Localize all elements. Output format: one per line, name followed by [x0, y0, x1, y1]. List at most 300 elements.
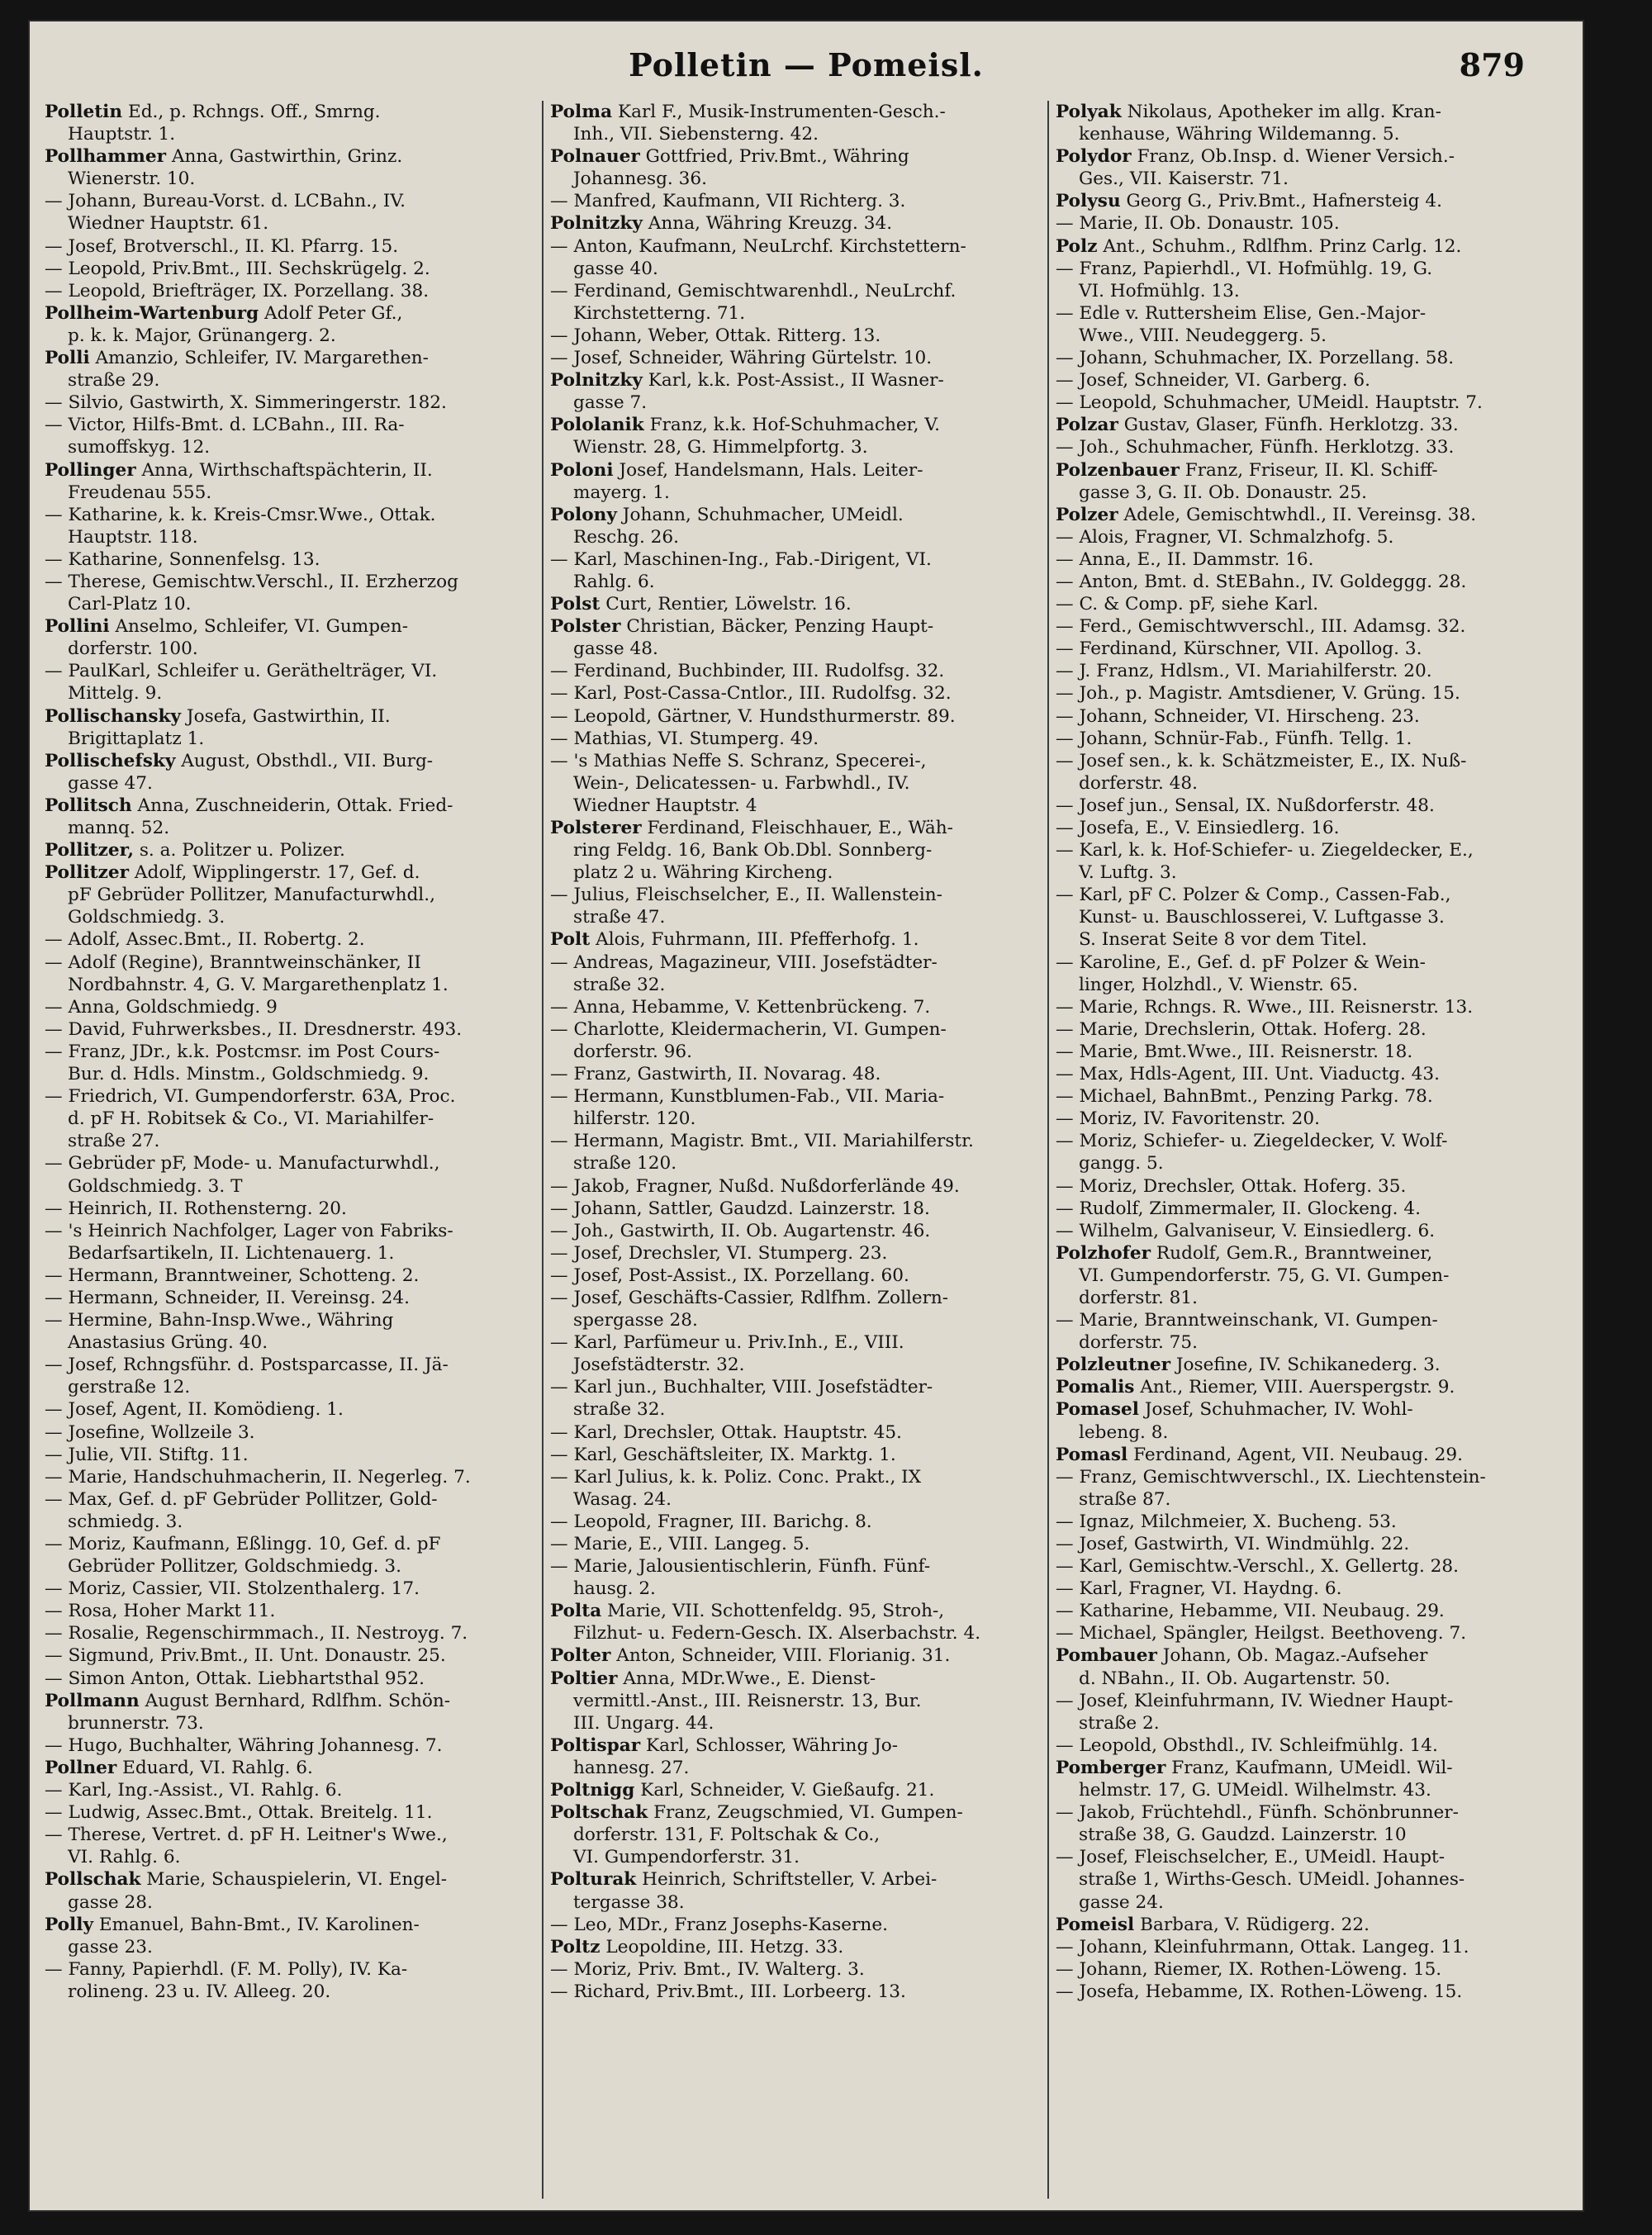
- directory-entry: — Gebrüder pF, Mode- u. Manufacturwhdl.,: [45, 1153, 440, 1174]
- entry-continuation: helmstr. 17, G. UMeidl. Wilhelmstr. 43.: [1079, 1780, 1431, 1801]
- entry-continuation: straße 1, Wirths-Gesch. UMeidl. Johannes-: [1079, 1869, 1465, 1891]
- entry-continuation: rolineng. 23 u. IV. Alleeg. 20.: [68, 1981, 331, 2002]
- directory-entry: — Leo, MDr., Franz Josephs-Kaserne.: [550, 1914, 888, 1935]
- entry-surname: Poltispar: [550, 1734, 641, 1756]
- directory-entry: — Ludwig, Assec.Bmt., Ottak. Breitelg. 11.: [45, 1802, 433, 1824]
- directory-entry: — Marie, Branntweinschank, VI. Gumpen-: [1056, 1310, 1438, 1331]
- directory-entry: — Josef, Schneider, Währing Gürtelstr. 10.: [550, 348, 933, 369]
- entry-surname: Polst: [550, 594, 601, 615]
- entry-continuation: VI. Hofmühlg. 13.: [1079, 280, 1240, 301]
- entry-continuation: lebeng. 8.: [1079, 1421, 1169, 1443]
- entry-surname: Polster: [550, 616, 621, 638]
- entry-surname: Polz: [1056, 235, 1098, 257]
- directory-entry: Pollheim-Wartenburg Adolf Peter Gf.,: [45, 302, 403, 324]
- directory-entry: — Jakob, Fragner, Nußd. Nußdorferlände 49.: [550, 1175, 960, 1197]
- entry-surname: Polzleutner: [1056, 1355, 1170, 1376]
- entry-continuation: straße 29.: [68, 370, 160, 391]
- directory-entry: Pollitsch Anna, Zuschneiderin, Ottak. Fried-: [45, 795, 453, 816]
- directory-entry: — Josef, Geschäfts-Cassier, Rdlfhm. Zollern-: [550, 1287, 949, 1308]
- directory-entry: Polyak Nikolaus, Apotheker im allg. Kran-: [1056, 102, 1441, 122]
- entry-surname: Polnauer: [550, 146, 640, 168]
- entry-surname: Pollitsch: [45, 795, 132, 816]
- entry-continuation: gasse 3, G. II. Ob. Donaustr. 25.: [1079, 482, 1367, 503]
- directory-entry: — Karl jun., Buchhalter, VIII. Josefstädter-: [550, 1377, 933, 1398]
- directory-entry: — Max, Hdls-Agent, III. Unt. Viaductg. 43.: [1056, 1064, 1441, 1085]
- entry-continuation: dorferstr. 100.: [68, 638, 198, 660]
- directory-entry: — Leopold, Priv.Bmt., III. Sechskrügelg. 2.: [45, 258, 430, 279]
- entry-continuation: hannesg. 27.: [573, 1757, 690, 1778]
- directory-entry: Poltnigg Karl, Schneider, V. Gießaufg. 21.: [550, 1780, 935, 1801]
- directory-entry: — Adolf, Assec.Bmt., II. Robertg. 2.: [45, 929, 365, 951]
- directory-entry: — Johann, Weber, Ottak. Ritterg. 13.: [550, 325, 881, 346]
- directory-entry: — Moriz, Drechsler, Ottak. Hoferg. 35.: [1056, 1175, 1407, 1197]
- entry-continuation: straße 32.: [573, 1399, 666, 1421]
- directory-entry: — Ferdinand, Gemischtwarenhdl., NeuLrchf.: [550, 280, 957, 301]
- directory-entry: — Fanny, Papierhdl. (F. M. Polly), IV. Ka-: [45, 1958, 408, 1980]
- directory-entry: — Mathias, VI. Stumperg. 49.: [550, 728, 819, 749]
- directory-entry: — Victor, Hilfs-Bmt. d. LCBahn., III. Ra-: [45, 415, 405, 436]
- directory-entry: Polst Curt, Rentier, Löwelstr. 16.: [550, 594, 852, 615]
- entry-continuation: gerstraße 12.: [68, 1377, 191, 1398]
- directory-entry: — Moriz, Priv. Bmt., IV. Walterg. 3.: [550, 1958, 865, 1980]
- directory-entry: Polzar Gustav, Glaser, Fünfh. Herklotzg. 33.: [1056, 415, 1459, 436]
- directory-entry: — Charlotte, Kleidermacherin, VI. Gumpen-: [550, 1018, 947, 1040]
- directory-page: [30, 21, 1583, 2210]
- entry-continuation: linger, Holzhdl., V. Wienstr. 65.: [1079, 974, 1359, 995]
- entry-continuation: platz 2 u. Währing Kircheng.: [573, 862, 833, 884]
- entry-surname: Poloni: [550, 459, 614, 481]
- entry-continuation: kenhause, Währing Wildemanng. 5.: [1079, 124, 1400, 145]
- directory-entry: Pomalis Ant., Riemer, VIII. Auerspergstr. 9.: [1056, 1377, 1455, 1398]
- entry-continuation: spergasse 28.: [573, 1310, 698, 1331]
- directory-entry: — Hermann, Magistr. Bmt., VII. Mariahilferstr.: [550, 1131, 974, 1152]
- directory-entry: Pollner Eduard, VI. Rahlg. 6.: [45, 1757, 313, 1778]
- directory-entry: Pomeisl Barbara, V. Rüdigerg. 22.: [1056, 1914, 1370, 1935]
- directory-columns: [38, 101, 1556, 2199]
- entry-surname: Polzenbauer: [1056, 459, 1180, 481]
- entry-surname: Polony: [550, 504, 617, 525]
- directory-entry: — Hermann, Schneider, II. Vereinsg. 24.: [45, 1287, 411, 1308]
- entry-surname: Pollitzer: [45, 862, 130, 884]
- directory-entry: — Josef, Post-Assist., IX. Porzellang. 60.: [550, 1265, 909, 1286]
- directory-entry: Polma Karl F., Musik-Instrumenten-Gesch.-: [550, 102, 946, 122]
- entry-surname: Polzar: [1056, 415, 1118, 436]
- column-1: [38, 101, 544, 2199]
- entry-continuation: hausg. 2.: [573, 1578, 656, 1600]
- directory-entry: — Manfred, Kaufmann, VII Richterg. 3.: [550, 191, 906, 212]
- directory-entry: — Ignaz, Milchmeier, X. Bucheng. 53.: [1056, 1511, 1397, 1532]
- entry-continuation: straße 27.: [68, 1131, 160, 1152]
- entry-surname: Pomasl: [1056, 1444, 1128, 1465]
- entry-continuation: gasse 7.: [573, 392, 648, 414]
- directory-entry: — Marie, Handschuhmacherin, II. Negerleg. 7.: [45, 1466, 471, 1488]
- directory-entry: — Katharine, Sonnenfelsg. 13.: [45, 548, 320, 570]
- directory-entry: — Leopold, Gärtner, V. Hundsthurmerstr. 89.: [550, 705, 956, 727]
- directory-entry: Pollschak Marie, Schauspielerin, VI. Engel-: [45, 1869, 448, 1891]
- directory-entry: Pollinger Anna, Wirthschaftspächterin, II.: [45, 459, 433, 481]
- directory-entry: Pollmann August Bernhard, Rdlfhm. Schön-: [45, 1690, 451, 1711]
- directory-entry: — Sigmund, Priv.Bmt., II. Unt. Donaustr. 25.: [45, 1645, 446, 1667]
- directory-entry: — Josefine, Wollzeile 3.: [45, 1421, 255, 1443]
- entry-continuation: straße 47.: [573, 907, 666, 928]
- entry-surname: Poltschak: [550, 1802, 648, 1824]
- directory-entry: — Josefa, E., V. Einsiedlerg. 16.: [1056, 818, 1340, 838]
- directory-entry: — 's Mathias Neffe S. Schranz, Specerei-,: [550, 750, 927, 771]
- directory-entry: Pomasel Josef, Schuhmacher, IV. Wohl-: [1056, 1399, 1413, 1421]
- directory-entry: — Franz, JDr., k.k. Postcmsr. im Post Cours-: [45, 1041, 440, 1062]
- directory-entry: — Anna, Hebamme, V. Kettenbrückeng. 7.: [550, 996, 931, 1018]
- entry-continuation: Carl-Platz 10.: [68, 594, 192, 615]
- entry-continuation: Reschg. 26.: [573, 526, 680, 548]
- directory-entry: Polsterer Ferdinand, Fleischhauer, E., Wäh-: [550, 818, 953, 838]
- entry-continuation: vermittl.-Anst., III. Reisnerstr. 13, Bur.: [573, 1690, 922, 1711]
- directory-entry: — Michael, Spängler, Heilgst. Beethoveng. 7.: [1056, 1623, 1467, 1644]
- entry-surname: Pomberger: [1056, 1757, 1166, 1778]
- entry-continuation: straße 32.: [573, 974, 666, 995]
- entry-surname: Polydor: [1056, 146, 1132, 168]
- directory-entry: Pomberger Franz, Kaufmann, UMeidl. Wil-: [1056, 1757, 1453, 1778]
- entry-surname: Poltnigg: [550, 1780, 635, 1801]
- directory-entry: — Josef, Rchngsführ. d. Postsparcasse, II. Jä-: [45, 1355, 449, 1376]
- directory-entry: — Ferd., Gemischtwverschl., III. Adamsg. 32.: [1056, 616, 1466, 638]
- directory-entry: — Hermann, Kunstblumen-Fab., VII. Maria-: [550, 1086, 945, 1108]
- directory-entry: — Karl, Maschinen-Ing., Fab.-Dirigent, VI.: [550, 548, 932, 570]
- directory-entry: — Katharine, Hebamme, VII. Neubaug. 29.: [1056, 1601, 1445, 1622]
- entry-surname: Pololanik: [550, 415, 644, 436]
- entry-continuation: dorferstr. 96.: [573, 1041, 693, 1062]
- entry-continuation: Wiedner Hauptstr. 61.: [68, 213, 269, 235]
- entry-continuation: gasse 24.: [1079, 1891, 1164, 1913]
- directory-entry: — Jakob, Früchtehdl., Fünfh. Schönbrunner-: [1056, 1802, 1459, 1824]
- directory-entry: — Josef, Agent, II. Komödieng. 1.: [45, 1399, 344, 1421]
- directory-entry: — Franz, Papierhdl., VI. Hofmühlg. 19, G.: [1056, 258, 1433, 279]
- directory-entry: — Moriz, Schiefer- u. Ziegeldecker, V. Wolf-: [1056, 1131, 1448, 1152]
- entry-continuation: Wiedner Hauptstr. 4: [573, 795, 757, 816]
- directory-entry: — Josef, Gastwirth, VI. Windmühlg. 22.: [1056, 1534, 1410, 1554]
- entry-continuation: V. Luftg. 3.: [1079, 862, 1177, 884]
- entry-surname: Pollheim-Wartenburg: [45, 302, 259, 324]
- directory-entry: — Josef, Kleinfuhrmann, IV. Wiedner Haupt-: [1056, 1690, 1454, 1711]
- directory-entry: — Wilhelm, Galvaniseur, V. Einsiedlerg. 6.: [1056, 1220, 1436, 1241]
- entry-surname: Polt: [550, 929, 591, 951]
- directory-entry: — Anton, Bmt. d. StEBahn., IV. Goldeggg. 28.: [1056, 571, 1467, 592]
- entry-continuation: Kunst- u. Bauschlosserei, V. Luftgasse 3.: [1079, 907, 1445, 928]
- page-number: 879: [1459, 46, 1525, 83]
- directory-entry: — Josefa, Hebamme, IX. Rothen-Löweng. 15.: [1056, 1981, 1463, 2002]
- page-header: [30, 40, 1583, 97]
- directory-entry: — Josef, Schneider, VI. Garberg. 6.: [1056, 370, 1370, 391]
- entry-continuation: Brigittaplatz 1.: [68, 728, 205, 749]
- entry-continuation: gasse 47.: [68, 772, 153, 794]
- entry-surname: Polli: [45, 348, 90, 369]
- entry-continuation: Kirchstetterng. 71.: [573, 302, 746, 324]
- entry-surname: Polma: [550, 102, 613, 122]
- directory-entry: — Josef, Fleischselcher, E., UMeidl. Haupt-: [1056, 1847, 1446, 1868]
- directory-entry: — Johann, Kleinfuhrmann, Ottak. Langeg. 11.: [1056, 1936, 1469, 1957]
- entry-surname: Polnitzky: [550, 370, 643, 391]
- directory-entry: — Franz, Gemischtwverschl., IX. Liechtenstein-: [1056, 1466, 1486, 1488]
- entry-surname: Polnitzky: [550, 213, 643, 235]
- directory-entry: Polz Ant., Schuhm., Rdlfhm. Prinz Carlg. 12.: [1056, 235, 1462, 257]
- entry-continuation: Inh., VII. Siebensterng. 42.: [573, 124, 819, 145]
- directory-entry: Poltier Anna, MDr.Wwe., E. Dienst-: [550, 1668, 876, 1689]
- directory-entry: — 's Heinrich Nachfolger, Lager von Fabriks-: [45, 1220, 453, 1241]
- directory-entry: — Therese, Vertret. d. pF H. Leitner's Wwe.,: [45, 1825, 448, 1846]
- directory-entry: Pollhammer Anna, Gastwirthin, Grinz.: [45, 146, 403, 168]
- directory-entry: — C. & Comp. pF, siehe Karl.: [1056, 594, 1319, 615]
- entry-surname: Polyak: [1056, 102, 1122, 122]
- directory-entry: — Josef, Brotverschl., II. Kl. Pfarrg. 15.: [45, 235, 399, 257]
- directory-entry: — Edle v. Ruttersheim Elise, Gen.-Major-: [1056, 302, 1427, 324]
- column-2: [544, 101, 1049, 2199]
- entry-continuation: Filzhut- u. Federn-Gesch. IX. Alserbachstr. 4.: [573, 1623, 981, 1644]
- directory-entry: Polta Marie, VII. Schottenfeldg. 95, Stroh-,: [550, 1601, 945, 1622]
- directory-entry: — Hugo, Buchhalter, Währing Johannesg. 7.: [45, 1734, 443, 1756]
- directory-entry: — Moriz, IV. Favoritenstr. 20.: [1056, 1108, 1320, 1130]
- entry-continuation: Wienerstr. 10.: [68, 168, 196, 190]
- directory-entry: — Karl, Ing.-Assist., VI. Rahlg. 6.: [45, 1780, 343, 1801]
- directory-entry: — Karl Julius, k. k. Poliz. Conc. Prakt., IX: [550, 1466, 922, 1488]
- directory-entry: — Joh., Schuhmacher, Fünfh. Herklotzg. 33.: [1056, 437, 1455, 458]
- directory-entry: — Johann, Riemer, IX. Rothen-Löweng. 15.: [1056, 1958, 1442, 1980]
- directory-entry: — Rosalie, Regenschirmmach., II. Nestroyg. 7.: [45, 1623, 468, 1644]
- directory-entry: — Heinrich, II. Rothensterng. 20.: [45, 1198, 347, 1219]
- entry-surname: Pomeisl: [1056, 1914, 1135, 1935]
- directory-entry: — Ferdinand, Buchbinder, III. Rudolfsg. 32.: [550, 661, 945, 682]
- directory-entry: Polnitzky Karl, k.k. Post-Assist., II Wasner-: [550, 370, 944, 391]
- entry-continuation: mannq. 52.: [68, 818, 170, 838]
- directory-entry: — Anna, Goldschmiedg. 9: [45, 996, 278, 1018]
- directory-entry: — Hermann, Branntweiner, Schotteng. 2.: [45, 1265, 420, 1286]
- entry-continuation: Wein-, Delicatessen- u. Farbwhdl., IV.: [573, 772, 910, 794]
- entry-surname: Polturak: [550, 1869, 637, 1891]
- entry-continuation: Ges., VII. Kaiserstr. 71.: [1079, 168, 1289, 190]
- entry-surname: Pollhammer: [45, 146, 166, 168]
- directory-entry: — Karl, k. k. Hof-Schiefer- u. Ziegeldecker, E.,: [1056, 840, 1474, 861]
- directory-entry: — Anna, E., II. Dammstr. 16.: [1056, 548, 1314, 570]
- directory-entry: — Johann, Bureau-Vorst. d. LCBahn., IV.: [45, 191, 406, 212]
- directory-entry: Polzhofer Rudolf, Gem.R., Branntweiner,: [1056, 1242, 1433, 1264]
- entry-continuation: Bur. d. Hdls. Minstm., Goldschmiedg. 9.: [68, 1064, 430, 1085]
- entry-surname: Pollschak: [45, 1869, 141, 1891]
- directory-entry: — Rosa, Hoher Markt 11.: [45, 1601, 276, 1622]
- directory-entry: Poltschak Franz, Zeugschmied, VI. Gumpen-: [550, 1802, 963, 1824]
- directory-entry: Pollischansky Josefa, Gastwirthin, II.: [45, 705, 391, 727]
- entry-continuation: gasse 40.: [573, 258, 658, 279]
- entry-continuation: d. NBahn., II. Ob. Augartenstr. 50.: [1079, 1668, 1391, 1689]
- directory-entry: — Josef, Drechsler, VI. Stumperg. 23.: [550, 1242, 888, 1264]
- entry-continuation: gangg. 5.: [1079, 1153, 1164, 1174]
- entry-continuation: straße 2.: [1079, 1712, 1160, 1734]
- entry-continuation: tergasse 38.: [573, 1891, 685, 1913]
- directory-entry: Poltz Leopoldine, III. Hetzg. 33.: [550, 1936, 844, 1957]
- entry-continuation: sumoffskyg. 12.: [68, 437, 211, 458]
- directory-entry: Pollischefsky August, Obsthdl., VII. Burg-: [45, 750, 434, 771]
- directory-entry: Pollitzer, s. a. Politzer u. Polizer.: [45, 840, 345, 861]
- directory-entry: — Johann, Schnür-Fab., Fünfh. Tellg. 1.: [1056, 728, 1412, 749]
- entry-continuation: p. k. k. Major, Grünangerg. 2.: [68, 325, 336, 346]
- directory-entry: Polturak Heinrich, Schriftsteller, V. Arbei-: [550, 1869, 938, 1891]
- entry-surname: Polter: [550, 1645, 611, 1667]
- entry-continuation: brunnerstr. 73.: [68, 1712, 204, 1734]
- entry-surname: Polta: [550, 1601, 602, 1622]
- directory-entry: — J. Franz, Hdlsm., VI. Mariahilferstr. 20.: [1056, 661, 1432, 682]
- directory-entry: — Joh., p. Magistr. Amtsdiener, V. Grüng. 15.: [1056, 683, 1460, 705]
- entry-continuation: dorferstr. 75.: [1079, 1332, 1199, 1354]
- directory-entry: — Leopold, Briefträger, IX. Porzellang. 38.: [45, 280, 430, 301]
- entry-continuation: Hauptstr. 118.: [68, 526, 198, 548]
- directory-entry: — Richard, Priv.Bmt., III. Lorbeerg. 13.: [550, 1981, 906, 2002]
- directory-entry: — Katharine, k. k. Kreis-Cmsr.Wwe., Ottak.: [45, 504, 436, 525]
- directory-entry: — Marie, Bmt.Wwe., III. Reisnerstr. 18.: [1056, 1041, 1413, 1062]
- entry-continuation: Freudenau 555.: [68, 482, 212, 503]
- directory-entry: — Franz, Gastwirth, II. Novarag. 48.: [550, 1064, 881, 1085]
- directory-entry: — Karl, Parfümeur u. Priv.Inh., E., VIII.: [550, 1332, 904, 1354]
- directory-entry: Polony Johann, Schuhmacher, UMeidl.: [550, 504, 904, 525]
- entry-surname: Pollitzer,: [45, 840, 134, 861]
- directory-entry: Polzenbauer Franz, Friseur, II. Kl. Schiff-: [1056, 459, 1438, 481]
- directory-entry: — Michael, BahnBmt., Penzing Parkg. 78.: [1056, 1086, 1433, 1108]
- entry-continuation: Rahlg. 6.: [573, 571, 655, 592]
- directory-entry: — PaulKarl, Schleifer u. Geräthelträger, VI.: [45, 661, 438, 682]
- directory-entry: Polli Amanzio, Schleifer, IV. Margarethen-: [45, 348, 429, 369]
- directory-entry: — Karl, pF C. Polzer & Comp., Cassen-Fab.,: [1056, 885, 1451, 906]
- directory-entry: — Josef jun., Sensal, IX. Nußdorferstr. 48.: [1056, 795, 1435, 816]
- entry-surname: Pollischansky: [45, 705, 182, 727]
- entry-continuation: S. Inserat Seite 8 vor dem Titel.: [1079, 929, 1368, 951]
- directory-entry: Polt Alois, Fuhrmann, III. Pfefferhofg. 1.: [550, 929, 919, 951]
- directory-entry: — Alois, Fragner, VI. Schmalzhofg. 5.: [1056, 526, 1394, 548]
- entry-continuation: straße 87.: [1079, 1488, 1171, 1510]
- entry-surname: Pollischefsky: [45, 750, 176, 771]
- directory-entry: — Andreas, Magazineur, VIII. Josefstädter-: [550, 951, 938, 973]
- entry-continuation: Gebrüder Pollitzer, Goldschmiedg. 3.: [68, 1556, 401, 1578]
- entry-continuation: VI. Gumpendorferstr. 75, G. VI. Gumpen-: [1079, 1265, 1450, 1286]
- entry-continuation: VI. Rahlg. 6.: [68, 1847, 181, 1868]
- directory-entry: — Karl, Geschäftsleiter, IX. Marktg. 1.: [550, 1444, 896, 1465]
- entry-surname: Pollmann: [45, 1690, 140, 1711]
- entry-surname: Polsterer: [550, 818, 642, 838]
- directory-entry: — Moriz, Kaufmann, Eßlingg. 10, Gef. d. pF: [45, 1534, 441, 1554]
- entry-continuation: dorferstr. 131, F. Poltschak & Co.,: [573, 1825, 881, 1846]
- directory-entry: — Karl, Fragner, VI. Haydng. 6.: [1056, 1578, 1342, 1600]
- directory-entry: — Hermine, Bahn-Insp.Wwe., Währing: [45, 1310, 394, 1331]
- directory-entry: — Therese, Gemischtw.Verschl., II. Erzherzog: [45, 571, 458, 592]
- directory-entry: — Simon Anton, Ottak. Liebhartsthal 952.: [45, 1668, 425, 1689]
- entry-surname: Pollinger: [45, 459, 136, 481]
- directory-entry: — Karl, Post-Cassa-Cntlor., III. Rudolfsg. 32.: [550, 683, 952, 705]
- directory-entry: — Johann, Sattler, Gaudzd. Lainzerstr. 18.: [550, 1198, 930, 1219]
- entry-surname: Pollini: [45, 616, 110, 638]
- entry-continuation: mayerg. 1.: [573, 482, 670, 503]
- entry-surname: Poltz: [550, 1936, 601, 1957]
- entry-continuation: dorferstr. 48.: [1079, 772, 1199, 794]
- entry-continuation: straße 120.: [573, 1153, 677, 1174]
- entry-continuation: d. pF H. Robitsek & Co., VI. Mariahilfer-: [68, 1108, 434, 1130]
- entry-continuation: Wwe., VIII. Neudeggerg. 5.: [1079, 325, 1327, 346]
- directory-entry: — Karl, Gemischtw.-Verschl., X. Gellertg. 28.: [1056, 1556, 1460, 1578]
- directory-entry: — Karl, Drechsler, Ottak. Hauptstr. 45.: [550, 1421, 902, 1443]
- directory-entry: — Johann, Schneider, VI. Hirscheng. 23.: [1056, 705, 1420, 727]
- entry-continuation: Mittelg. 9.: [68, 683, 163, 705]
- entry-surname: Poltier: [550, 1668, 618, 1689]
- directory-entry: — Joh., Gastwirth, II. Ob. Augartenstr. 46.: [550, 1220, 931, 1241]
- directory-entry: Polter Anton, Schneider, VIII. Florianig. 31.: [550, 1645, 951, 1667]
- directory-entry: — Leopold, Obsthdl., IV. Schleifmühlg. 14.: [1056, 1734, 1438, 1756]
- directory-entry: Pollini Anselmo, Schleifer, VI. Gumpen-: [45, 616, 409, 638]
- directory-entry: — Marie, Jalousientischlerin, Fünfh. Fünf-: [550, 1556, 931, 1578]
- directory-entry: Polly Emanuel, Bahn-Bmt., IV. Karolinen-: [45, 1914, 420, 1935]
- entry-continuation: Wienstr. 28, G. Himmelpfortg. 3.: [573, 437, 868, 458]
- entry-continuation: Bedarfsartikeln, II. Lichtenauerg. 1.: [68, 1242, 395, 1264]
- directory-entry: — Karoline, E., Gef. d. pF Polzer & Wein-: [1056, 951, 1426, 973]
- entry-continuation: Goldschmiedg. 3. T: [68, 1175, 243, 1197]
- directory-entry: — Marie, II. Ob. Donaustr. 105.: [1056, 213, 1340, 235]
- entry-surname: Polysu: [1056, 191, 1121, 212]
- entry-continuation: Nordbahnstr. 4, G. V. Margarethenplatz 1.: [68, 974, 449, 995]
- directory-entry: — Leopold, Schuhmacher, UMeidl. Hauptstr. 7.: [1056, 392, 1483, 414]
- entry-continuation: Anastasius Grüng. 40.: [68, 1332, 268, 1354]
- directory-entry: — Friedrich, VI. Gumpendorferstr. 63A, Proc.: [45, 1086, 456, 1108]
- directory-entry: Polzleutner Josefine, IV. Schikanederg. 3.: [1056, 1355, 1441, 1376]
- entry-continuation: ring Feldg. 16, Bank Ob.Dbl. Sonnberg-: [573, 840, 933, 861]
- directory-entry: Polnauer Gottfried, Priv.Bmt., Währing: [550, 146, 909, 168]
- directory-entry: — David, Fuhrwerksbes., II. Dresdnerstr. 493.: [45, 1018, 463, 1040]
- directory-entry: — Rudolf, Zimmermaler, II. Glockeng. 4.: [1056, 1198, 1421, 1219]
- directory-entry: Pololanik Franz, k.k. Hof-Schuhmacher, V.: [550, 415, 941, 436]
- directory-entry: — Julius, Fleischselcher, E., II. Wallenstein-: [550, 885, 942, 906]
- directory-entry: — Marie, E., VIII. Langeg. 5.: [550, 1534, 810, 1554]
- directory-entry: — Marie, Rchngs. R. Wwe., III. Reisnerstr. 13.: [1056, 996, 1474, 1018]
- entry-continuation: Johannesg. 36.: [573, 168, 708, 190]
- directory-entry: Pollitzer Adolf, Wipplingerstr. 17, Gef. d.: [45, 862, 420, 884]
- directory-entry: Polydor Franz, Ob.Insp. d. Wiener Versich.-: [1056, 146, 1455, 168]
- directory-entry: — Josef sen., k. k. Schätzmeister, E., IX. Nuß-: [1056, 750, 1467, 771]
- directory-entry: Polysu Georg G., Priv.Bmt., Hafnersteig 4.: [1056, 191, 1442, 212]
- entry-surname: Pomalis: [1056, 1377, 1135, 1398]
- directory-entry: Polletin Ed., p. Rchngs. Off., Smrng.: [45, 102, 381, 122]
- entry-continuation: Goldschmiedg. 3.: [68, 907, 225, 928]
- entry-surname: Polletin: [45, 102, 123, 122]
- entry-continuation: Wasag. 24.: [573, 1488, 672, 1510]
- entry-continuation: schmiedg. 3.: [68, 1511, 183, 1532]
- entry-continuation: gasse 48.: [573, 638, 658, 660]
- entry-surname: Polly: [45, 1914, 94, 1935]
- directory-entry: — Adolf (Regine), Branntweinschänker, II: [45, 951, 421, 973]
- directory-entry: Pomasl Ferdinand, Agent, VII. Neubaug. 29.: [1056, 1444, 1463, 1465]
- directory-entry: — Silvio, Gastwirth, X. Simmeringerstr. 182.: [45, 392, 447, 414]
- directory-entry: Pombauer Johann, Ob. Magaz.-Aufseher: [1056, 1645, 1428, 1667]
- directory-entry: — Marie, Drechslerin, Ottak. Hoferg. 28.: [1056, 1018, 1427, 1040]
- entry-continuation: Hauptstr. 1.: [68, 124, 176, 145]
- directory-entry: — Leopold, Fragner, III. Barichg. 8.: [550, 1511, 872, 1532]
- entry-surname: Polzhofer: [1056, 1242, 1151, 1264]
- directory-entry: — Moriz, Cassier, VII. Stolzenthalerg. 17.: [45, 1578, 420, 1600]
- directory-entry: — Johann, Schuhmacher, IX. Porzellang. 58.: [1056, 348, 1455, 369]
- entry-surname: Pollner: [45, 1757, 117, 1778]
- directory-entry: Poltispar Karl, Schlosser, Währing Jo-: [550, 1734, 899, 1756]
- directory-entry: — Max, Gef. d. pF Gebrüder Pollitzer, Gold-: [45, 1488, 438, 1510]
- directory-entry: Polzer Adele, Gemischtwhdl., II. Vereinsg. 38.: [1056, 504, 1477, 525]
- entry-surname: Polzer: [1056, 504, 1118, 525]
- entry-surname: Pombauer: [1056, 1645, 1157, 1667]
- entry-continuation: gasse 23.: [68, 1936, 153, 1957]
- entry-continuation: straße 38, G. Gaudzd. Lainzerstr. 10: [1079, 1825, 1407, 1846]
- entry-continuation: VI. Gumpendorferstr. 31.: [573, 1847, 800, 1868]
- directory-entry: — Ferdinand, Kürschner, VII. Apollog. 3.: [1056, 638, 1422, 660]
- entry-continuation: III. Ungarg. 44.: [573, 1712, 714, 1734]
- directory-entry: Polnitzky Anna, Währing Kreuzg. 34.: [550, 213, 893, 235]
